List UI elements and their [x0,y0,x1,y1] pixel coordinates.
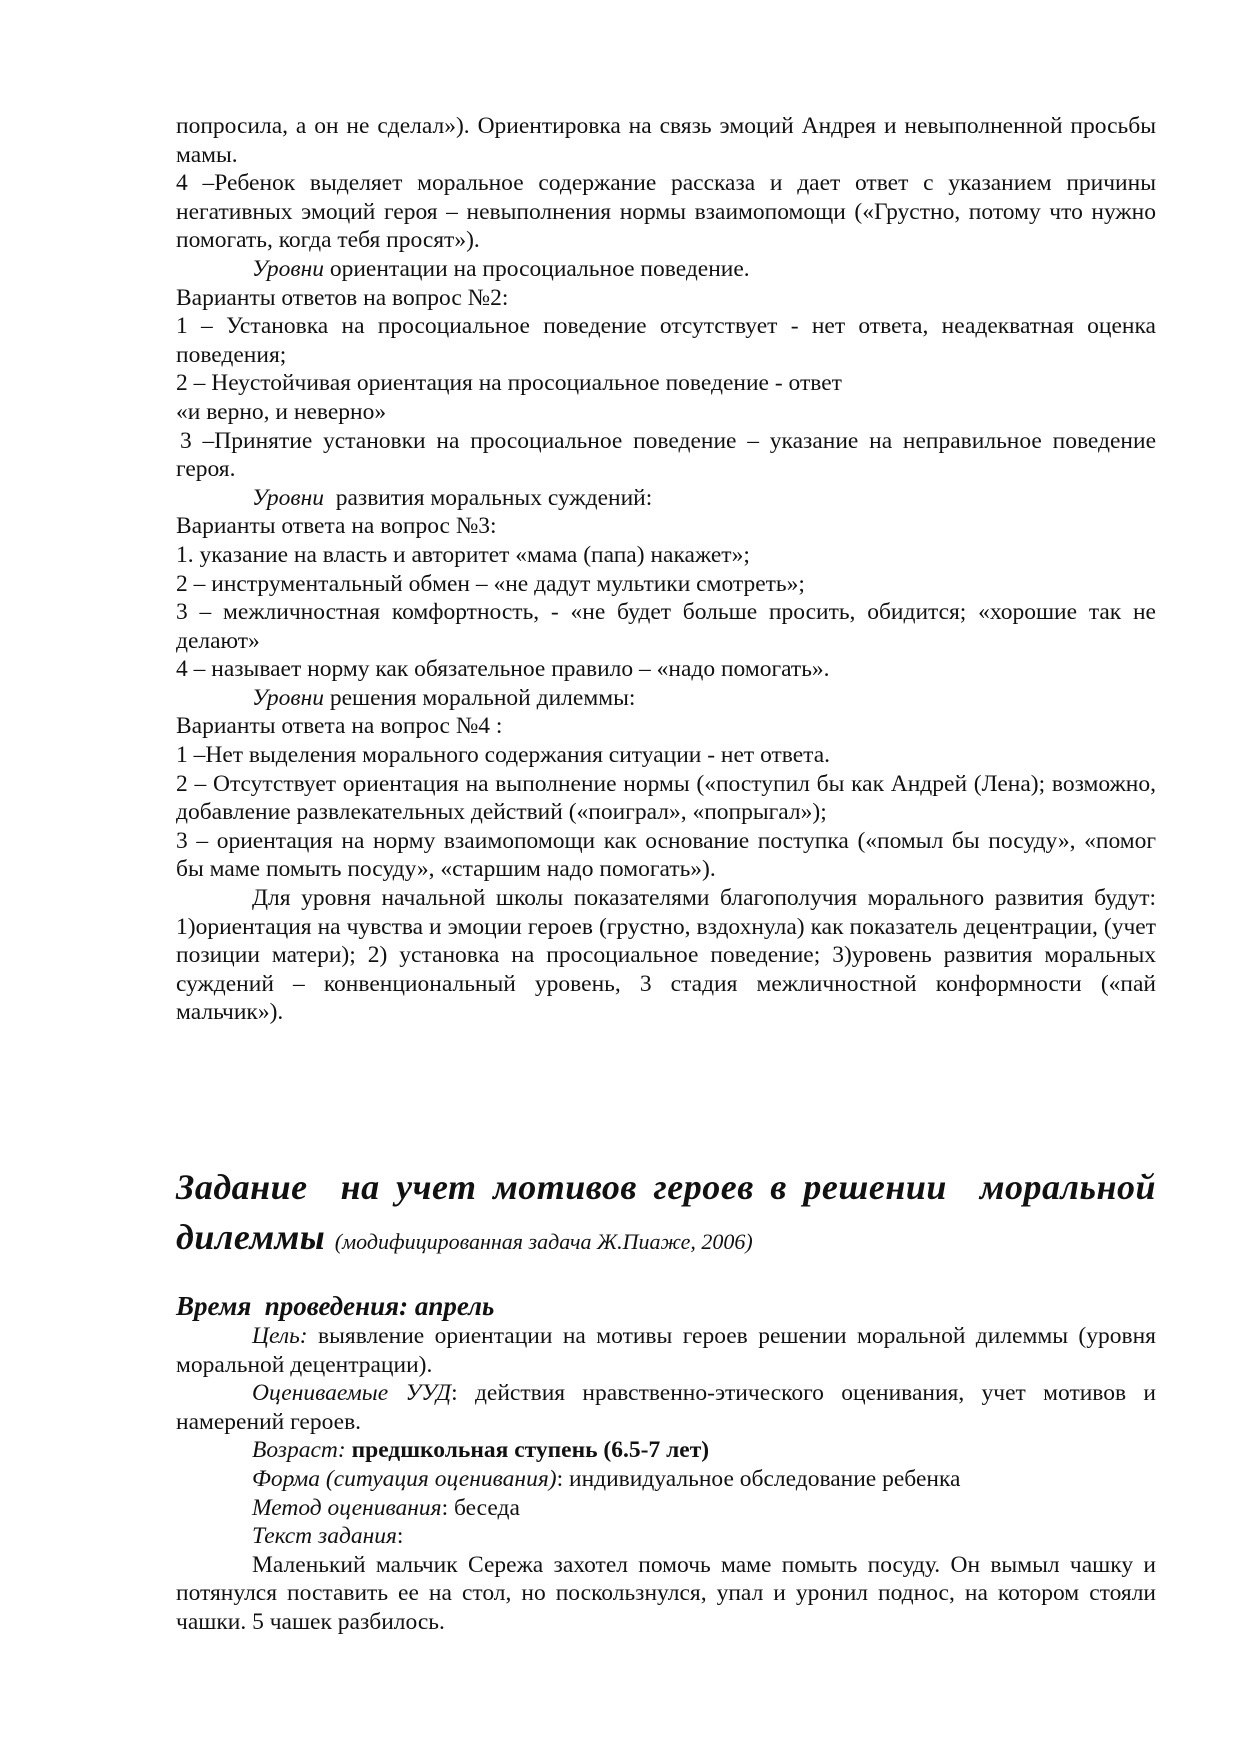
list-item: 1. указание на власть и авторитет «мама (папа) накажет»; [176,541,750,568]
age-paragraph [176,1436,1156,1465]
heading-moral-judgments: Уровни развития моральных суждений: [252,484,653,511]
list-item: 4 – называет норму как обязательное правило – «надо помогать». [176,656,830,683]
form-paragraph: Форма (ситуация оценивания): индивидуальное обследование ребенка [252,1465,961,1492]
heading-italic: Уровни [252,484,324,511]
document-body-upper [176,112,1156,1027]
task-title-text: Задание на учет мотивов героев в решении моральной дилеммы [176,1167,1166,1257]
question-4-label: Варианты ответа на вопрос №4 : [176,713,503,740]
text-label: Текст задания [252,1523,397,1550]
list-item: 2 – инструментальный обмен – «не дадут мультики смотреть»; [176,570,805,597]
heading-prosocial-levels: Уровни ориентации на просоциальное поведение. [252,255,750,282]
age-value: предшкольная ступень (6.5-7 лет) [345,1437,710,1464]
document-body-lower [176,1322,1156,1637]
form-label: Форма (ситуация оценивания) [252,1465,557,1492]
list-item: 3 – ориентация на норму взаимопомощи как основание поступка («помыл бы посуду», «помог бы маме помыть посуду», «старшим надо помогать»). [176,827,1156,883]
list-item: 3 – межличностная комфортность, - «не будет больше просить, обидится; «хорошие так не делают» [176,599,1156,654]
method-paragraph: Метод оценивания: беседа [252,1494,520,1521]
paragraph-level-4: 4 –Ребенок выделяет моральное содержание рассказа и дает ответ с указанием причины негативных эмоций героя – невыполнения нормы взаимопомощи («Грустно, потому что нужно помогать, когда тебя просят»). [176,170,1156,254]
paragraph-continuation: попросила, а он не сделал»). Ориентировка на связь эмоций Андрея и невыполненной просьбы мамы. [176,113,1156,168]
heading-moral-dilemma: Уровни решения моральной дилеммы: [252,684,636,711]
list-item: 1 –Нет выделения морального содержания ситуации - нет ответа. [176,742,831,769]
list-item: «и верно, и неверно» [176,398,387,425]
list-item: 1 – Установка на просоциальное поведение отсутствует - нет ответа, неадекватная оценка поведения; [176,313,1156,368]
list-item: 3 –Принятие установки на просоциальное поведение – указание на неправильное поведение героя. [176,427,1156,483]
question-3-label: Варианты ответа на вопрос №3: [176,513,497,540]
goal-paragraph: Цель: выявление ориентации на мотивы героев решении моральной дилеммы (уровня моральной децентрации). [176,1323,1156,1378]
method-label: Метод оценивания [252,1494,442,1521]
task-subtitle: (модифицированная задача Ж.Пиаже, 2006) [334,1229,753,1254]
task-title [176,1162,1166,1267]
question-2-label: Варианты ответов на вопрос №2: [176,284,509,311]
list-item: 2 – Отсутствует ориентация на выполнение нормы («поступил бы как Андрей (Лена); возможно, добавление развлекательных действий («поиграл», «попрыгал»); [176,770,1156,826]
task-time: Время проведения: апрель [176,1291,495,1321]
story-paragraph: Маленький мальчик Сережа захотел помочь маме помыть посуду. Он вымыл чашку и потянулся поставить ее на стол, но поскользнулся, упал и уронил поднос, на котором стояли чашки. 5 чашек разбилось. [176,1551,1156,1635]
heading-italic: Уровни [252,255,324,282]
list-item: 2 – Неустойчивая ориентация на просоциальное поведение - ответ [176,370,842,397]
summary-paragraph: Для уровня начальной школы показателями благополучия морального развития будут: 1)ориентация на чувства и эмоции героев (грустно, вздохнула) как показатель децентрации, (учет позиции матери); 2) установка на просоциальное поведение; 3)уровень развития моральных суждений – конвенциональный уровень, 3 стадия межличностной конформности («пай мальчик»). [176,885,1156,1026]
uud-label: Оцениваемые УУД [252,1380,452,1407]
uud-paragraph: Оцениваемые УУД: действия нравственно-этического оценивания, учет мотивов и намерений героев. [176,1380,1156,1435]
age-label: Возраст: [252,1437,346,1464]
goal-label: Цель: [252,1323,308,1349]
text-label-paragraph: Текст задания: [252,1523,404,1550]
heading-italic: Уровни [252,684,324,711]
